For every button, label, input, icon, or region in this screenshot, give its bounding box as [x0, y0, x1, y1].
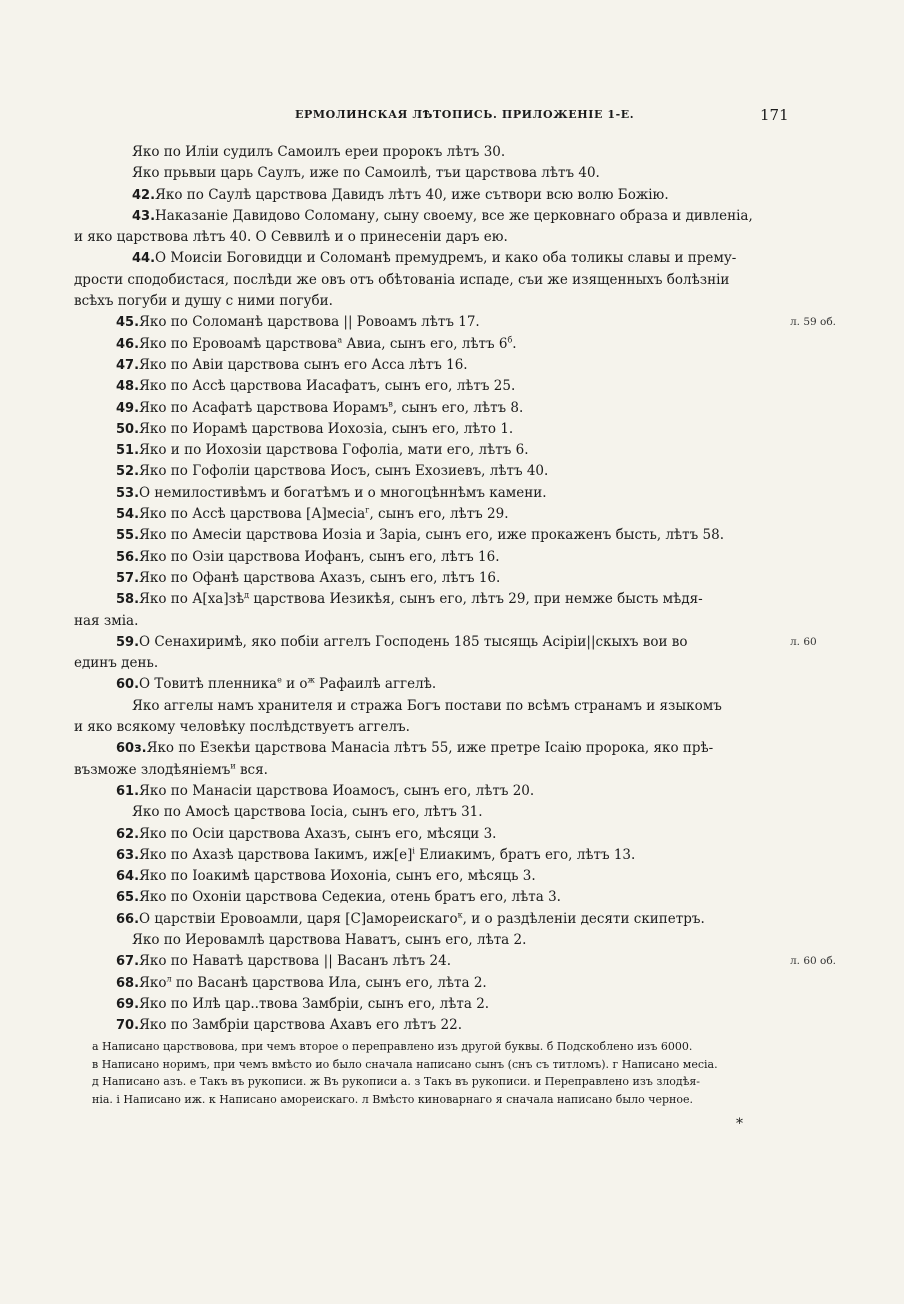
footnote-ref: и: [230, 761, 236, 771]
footnote-ref: г: [365, 505, 370, 515]
entry-text: царствова Иезикѣя, сынъ его, лѣтъ 29, при немже бысть мѣдя-: [249, 591, 703, 608]
text-line: [74, 866, 786, 887]
text-line: [74, 1015, 786, 1036]
text-line: [74, 270, 786, 291]
text-line: [74, 802, 786, 823]
entry-text: О немилостивѣмъ и богатѣмъ и о многоцѣннѣмъ камени.: [139, 484, 547, 501]
entry-text: Яко по Манасіи царствова Иоамосъ, сынъ его, лѣтъ 20.: [139, 782, 535, 799]
entry-text: Яко по Соломанѣ царствова || Ровоамъ лѣтъ 17.: [139, 314, 480, 331]
entry-text: Яко по Офанѣ царствова Ахазъ, сынъ его, лѣтъ 16.: [139, 569, 501, 586]
entry-text: ная зміа.: [74, 612, 139, 629]
entry-number: 54.: [116, 507, 140, 523]
entry-text: и о: [281, 676, 308, 693]
entry-text: възможе злодѣяніемъ: [74, 761, 231, 778]
text-line: [74, 312, 786, 333]
footnote-ref: е: [277, 675, 282, 685]
footnote-ref: і: [412, 846, 415, 856]
entry-text: Яко по Амесіи царствова Иозіа и Заріа, сынъ его, иже прокаженъ бысть, лѣтъ 58.: [139, 527, 724, 544]
entry-text: Яко по Ассѣ царствова Иасафатъ, сынъ его, лѣтъ 25.: [139, 378, 516, 395]
entry-text: , и о раздѣленіи десяти скипетръ.: [462, 910, 705, 927]
entry-text: Яко по Осіи царствова Ахазъ, сынъ его, мѣсяци 3.: [139, 825, 497, 842]
entry-text: по Васанѣ царствова Ила, сынъ его, лѣта 2.: [171, 974, 487, 991]
entry-text: Яко по Амосѣ царствова Іосіа, сынъ его, лѣтъ 31.: [132, 804, 483, 821]
text-line: [74, 632, 786, 653]
entry-number: 42.: [132, 187, 156, 203]
entry-text: всѣхъ погуби и душу с ними погуби.: [74, 293, 333, 310]
entry-number: 66.: [116, 911, 140, 927]
footnote-line: д Написано азъ. е Такъ въ рукописи. ж Въ рукописи а. з Такъ въ рукописи. и Переправлено изъ злодѣя-: [92, 1075, 700, 1088]
text-line: [74, 248, 786, 269]
end-mark: *: [736, 1116, 743, 1132]
entry-text: Яко по Авіи царствова сынъ его Асса лѣтъ 16.: [139, 356, 468, 373]
text-line: [74, 525, 786, 546]
text-line: [74, 930, 786, 951]
entry-text: Яко по А[ха]зѣ: [139, 591, 245, 608]
entry-number: 62.: [116, 826, 140, 842]
entry-text: Яко по Илѣ цар..твова Замбріи, сынъ его, лѣта 2.: [139, 995, 490, 1012]
entry-number: 49.: [116, 400, 140, 416]
text-line: [74, 696, 786, 717]
entry-number: 58.: [116, 592, 140, 608]
footnote-line: а Написано царствововa, при чемъ второе о переправлено изъ другой буквы. б Подскоблено изъ 6000.: [92, 1040, 693, 1053]
folio-margin-note: л. 60 об.: [790, 955, 837, 968]
entry-number: 47.: [116, 357, 140, 373]
folio-margin-note: л. 59 об.: [790, 316, 837, 329]
footnote-ref: а: [337, 335, 343, 345]
entry-number: 59.: [116, 634, 140, 650]
footnotes: [92, 1038, 792, 1108]
text-line: [74, 589, 786, 610]
footnote-ref: к: [457, 910, 463, 920]
entry-text: Яко прьвыи царь Саулъ, иже по Самоилѣ, тъи царствова лѣтъ 40.: [132, 165, 600, 182]
text-line: [74, 887, 786, 908]
entry-text: Рафаилѣ аггелѣ.: [314, 676, 437, 693]
text-line: [74, 504, 786, 525]
entry-number: 44.: [132, 251, 156, 267]
folio-margin-note: л. 60: [790, 635, 817, 648]
entry-number: 68.: [116, 975, 140, 991]
entry-text: Яко по Ахазѣ царствова Іакимъ, иж[е]: [139, 846, 413, 863]
entry-text: и яко царствова лѣтъ 40. О Севвилѣ и о принесеніи даръ ею.: [74, 229, 508, 246]
text-line: [74, 461, 786, 482]
text-line: [74, 483, 786, 504]
entry-number: 50.: [116, 421, 140, 437]
text-line: [74, 227, 786, 248]
entry-text: Яко по Еровоамѣ царствова: [139, 335, 338, 352]
entry-number: 57.: [116, 570, 140, 586]
text-line: [74, 781, 786, 802]
text-line: [74, 611, 786, 632]
footnote-ref: л: [166, 974, 172, 984]
entry-text: и яко всякому человѣку послѣдствуетъ аггелъ.: [74, 719, 410, 736]
text-line: [74, 291, 786, 312]
entry-number: 64.: [116, 869, 140, 885]
entry-text: О царствіи Еровоамли, царя [С]амореискаго: [139, 910, 458, 927]
entry-number: 63.: [116, 847, 140, 863]
entry-number: 70.: [116, 1018, 140, 1034]
text-line: [74, 717, 786, 738]
entry-text: Яко по Иорамѣ царствова Иохозіа, сынъ его, лѣто 1.: [139, 420, 514, 437]
entry-text: Елиакимъ, братъ его, лѣтъ 13.: [414, 846, 636, 863]
entry-number: 53.: [116, 485, 140, 501]
entry-text: , сынъ его, лѣтъ 29.: [369, 506, 509, 523]
entry-number: 45.: [116, 315, 140, 331]
text-line: [74, 951, 786, 972]
text-line: [74, 547, 786, 568]
entry-number: 52.: [116, 464, 140, 480]
entry-text: Яко по Озіи царствова Иофанъ, сынъ его, лѣтъ 16.: [139, 548, 500, 565]
footnote-line: в Написано норимъ, при чемъ вмѣсто ио было сначала написано сынъ (снъ съ титломъ). г Написано месіа.: [92, 1057, 718, 1071]
text-line: [74, 674, 786, 695]
text-line: [74, 440, 786, 461]
entry-number: 43.: [132, 208, 156, 224]
text-line: [74, 206, 786, 227]
entry-text: Яко по Езекѣи царствова Манасіа лѣтъ 55, иже претре Ісаію пророка, яко прѣ-: [146, 740, 714, 757]
entry-text: .: [512, 335, 517, 352]
text-line: [74, 419, 786, 440]
entry-number: 48.: [116, 379, 140, 395]
entry-number: 65.: [116, 890, 140, 906]
entry-text: , сынъ его, лѣтъ 8.: [392, 399, 524, 416]
footnote-ref: в: [388, 399, 393, 409]
text-line: [74, 355, 786, 376]
entry-text: Яко и по Иохозіи царствова Гофоліа, мати его, лѣтъ 6.: [139, 442, 529, 459]
entry-number: 51.: [116, 443, 140, 459]
footnote-ref: б: [507, 335, 513, 345]
entry-number: 60.: [116, 677, 140, 693]
entry-text: Яко по Іоакимѣ царствова Иохоніа, сынъ его, мѣсяць 3.: [139, 868, 536, 885]
entry-text: Яко: [139, 974, 167, 991]
entry-text: Яко по Иліи судилъ Самоилъ ереи пророкъ лѣтъ 30.: [132, 144, 506, 160]
text-line: [74, 824, 786, 845]
entry-text: вся.: [235, 761, 268, 778]
entry-number: 61.: [116, 783, 140, 799]
entry-text: Яко по Наватѣ царствова || Васанъ лѣтъ 24.: [139, 953, 452, 970]
entry-number: 56.: [116, 549, 140, 565]
entry-text: Авиа, сынъ его, лѣтъ 6: [342, 335, 508, 352]
text-line: [74, 398, 786, 419]
entry-text: Яко по Замбріи царствова Ахавъ его лѣтъ 22.: [139, 1017, 462, 1034]
entry-text: Яко по Ассѣ царствова [А]месіа: [139, 506, 366, 523]
footnote-ref: д: [244, 590, 250, 600]
page-number: 171: [760, 106, 789, 124]
entry-number: 60з.: [116, 741, 147, 757]
footnote-ref: ж: [307, 675, 315, 685]
text-line: [74, 334, 786, 355]
entry-text: Яко по Иеровамлѣ царствова Наватъ, сынъ его, лѣта 2.: [132, 931, 527, 948]
entry-text: Наказаніе Давидово Соломану, сыну своему, все же церковнаго образа и дивленіа,: [155, 207, 753, 224]
entry-text: О Моисіи Боговидци и Соломанѣ премудремъ, и како оба толикы славы и прему-: [155, 250, 737, 267]
running-head: ЕРМОЛИНСКАЯ ЛѢТОПИСЬ. ПРИЛОЖЕНІЕ 1-Е.: [295, 108, 635, 121]
text-line: [74, 568, 786, 589]
text-line: [74, 909, 786, 930]
text-line: [74, 760, 786, 781]
entry-text: О Товитѣ пленника: [139, 676, 278, 693]
entry-text: Яко по Саулѣ царствова Давидъ лѣтъ 40, иже сътвори всю волю Божію.: [155, 186, 669, 203]
entry-text: О Сенахиримѣ, яко побіи аггелъ Господень 185 тысящь Асіріи||скыхъ вои во: [139, 633, 688, 650]
footnote-line: ніа. і Написано иж. к Написано амореискаго. л Вмѣсто киноварнаго я сначала написано было черное.: [92, 1092, 693, 1106]
text-line: [74, 376, 786, 397]
entry-number: 55.: [116, 528, 140, 544]
main-text: [74, 142, 786, 1036]
text-line: [74, 973, 786, 994]
entry-number: 46.: [116, 336, 140, 352]
text-line: [74, 653, 786, 674]
entry-text: единъ день.: [74, 655, 159, 672]
entry-text: Яко по Гофоліи царствова Иосъ, сынъ Ехозиевъ, лѣтъ 40.: [139, 463, 549, 480]
text-line: [74, 185, 786, 206]
entry-text: Яко аггелы намъ хранителя и стража Богъ постави по всѣмъ странамъ и языкомъ: [132, 697, 722, 714]
entry-text: дрости сподобистася, послѣди же овъ отъ обѣтованіа испаде, съи же изященныхъ болѣзнiи: [74, 271, 730, 288]
entry-number: 69.: [116, 996, 140, 1012]
text-line: [74, 738, 786, 759]
text-line: [74, 845, 786, 866]
entry-number: 67.: [116, 954, 140, 970]
text-line: [74, 994, 786, 1015]
entry-text: Яко по Охоніи царствова Седекиа, отень братъ его, лѣта 3.: [139, 889, 561, 906]
entry-text: Яко по Асафатѣ царствова Иорамъ: [139, 399, 389, 416]
text-line: [74, 163, 786, 184]
text-line: [74, 142, 786, 163]
